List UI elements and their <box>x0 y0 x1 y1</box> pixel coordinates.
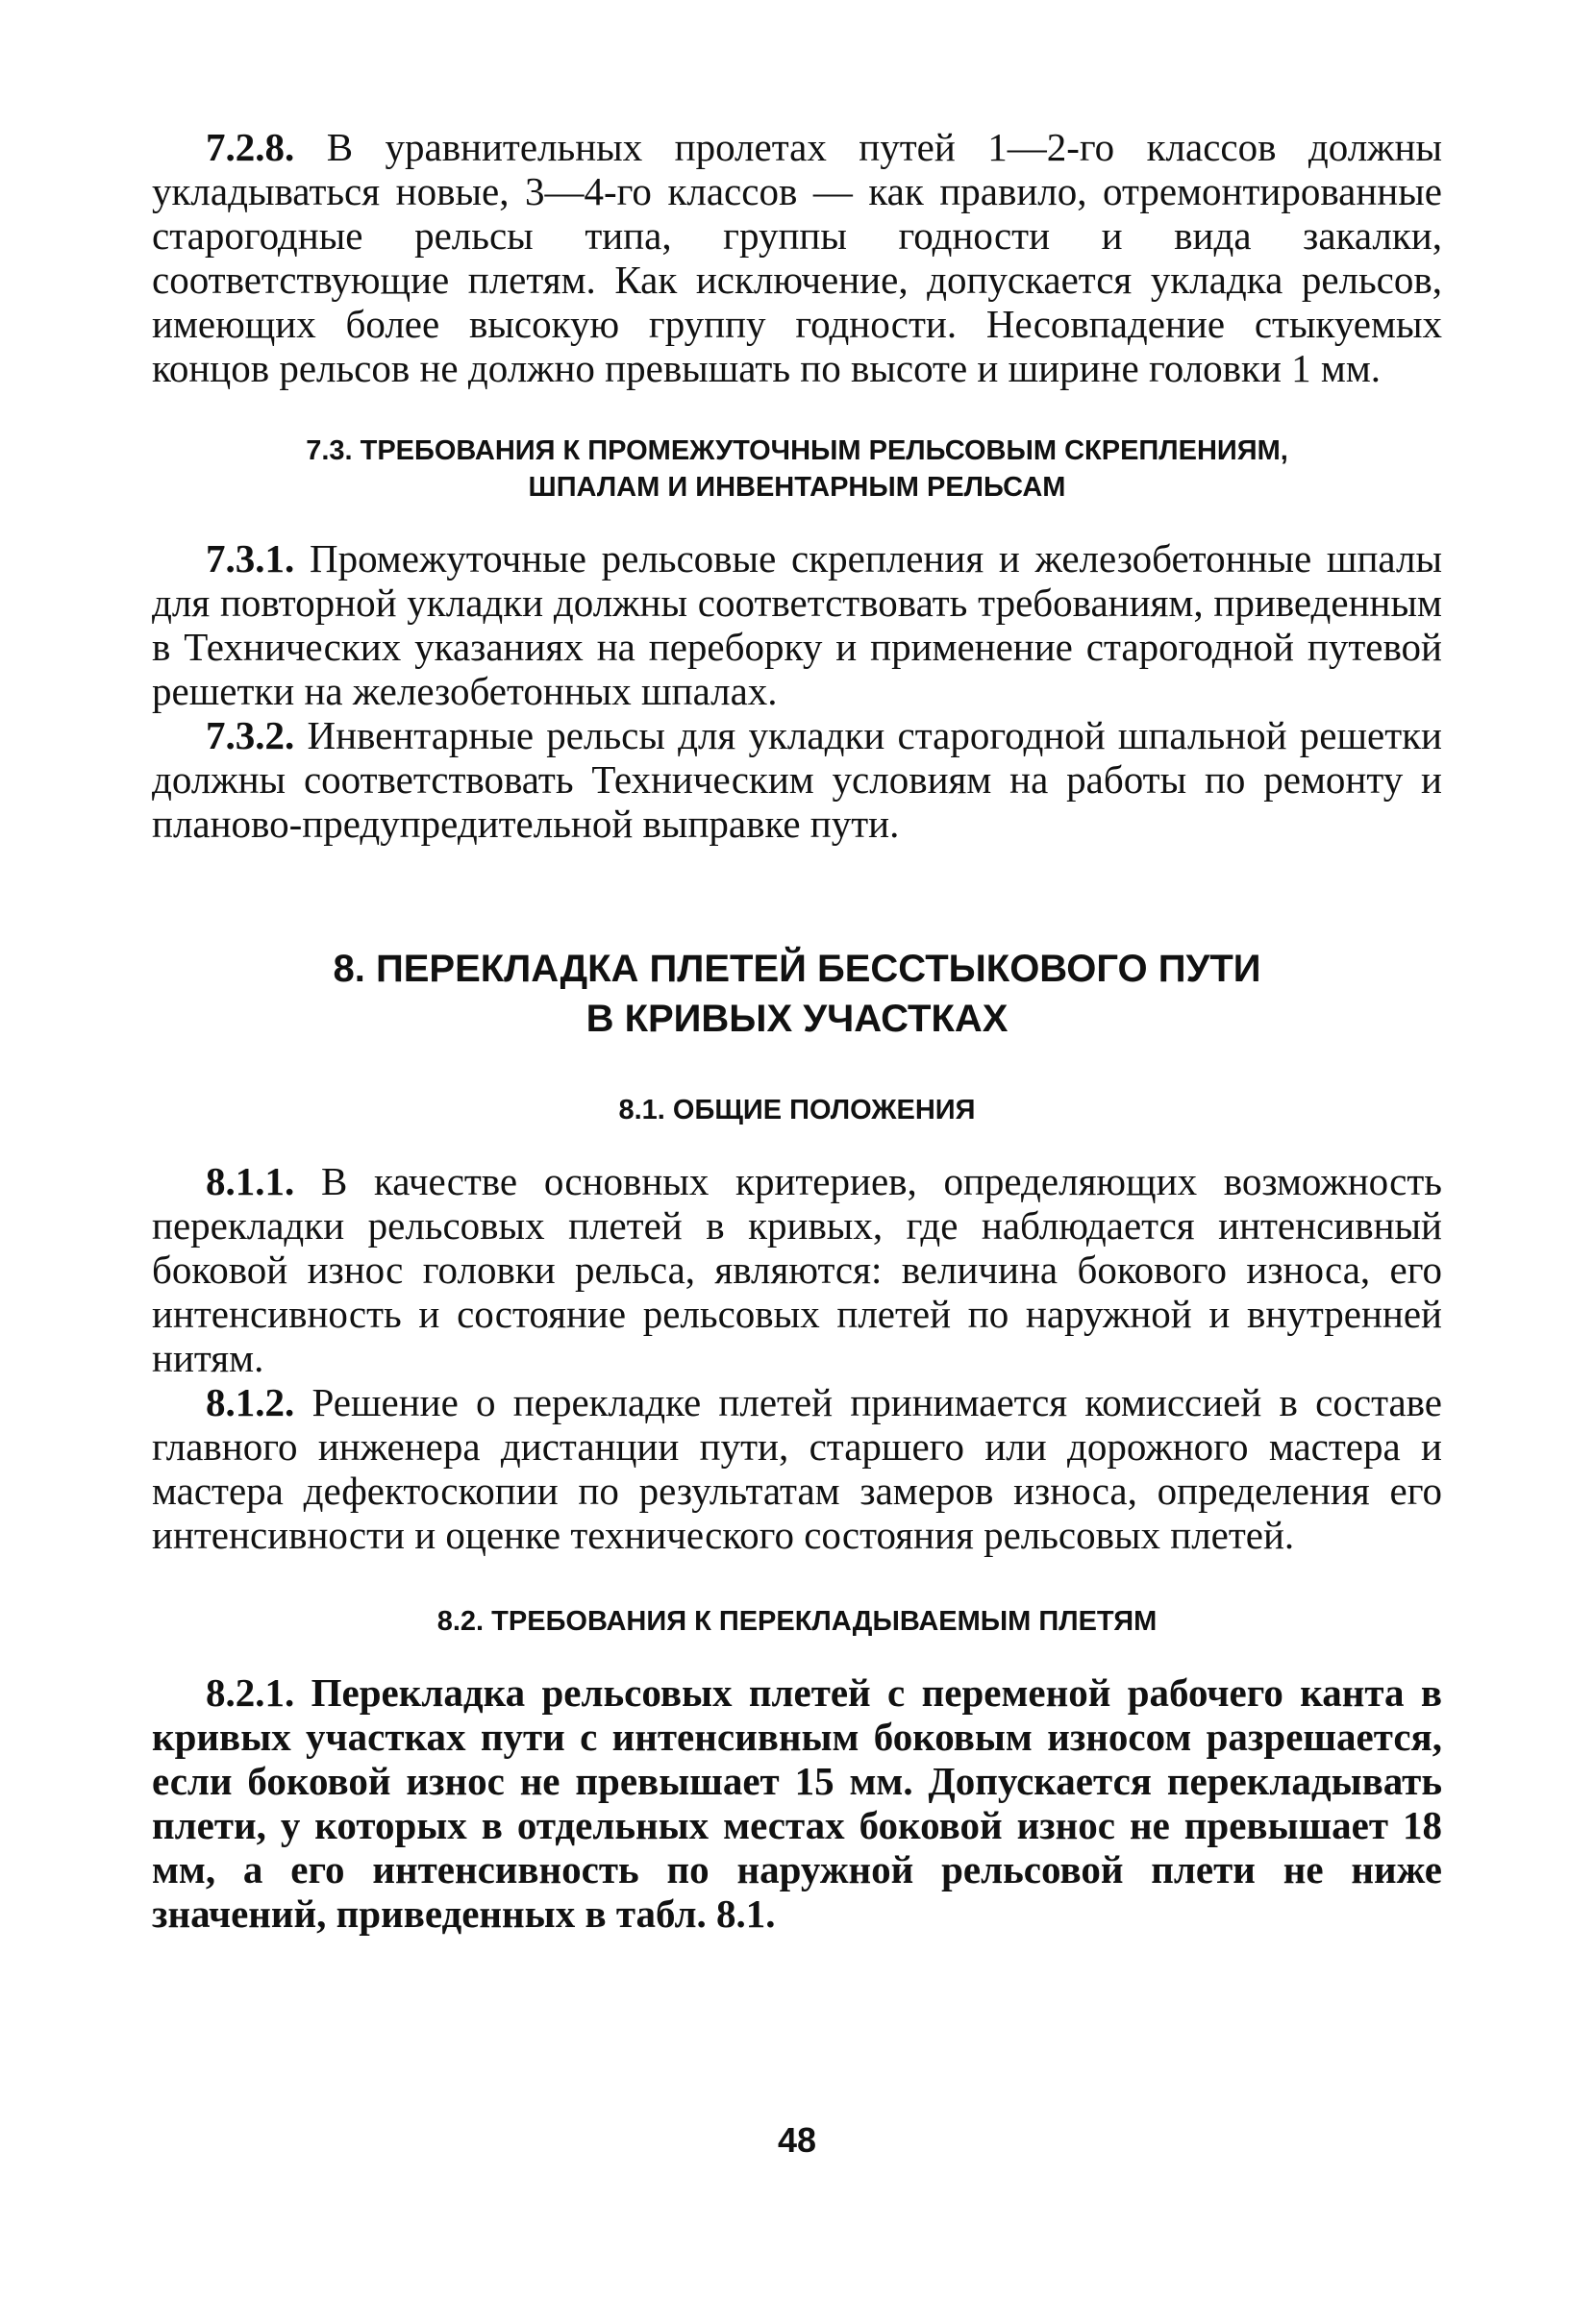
paragraph-number: 7.2.8. <box>206 125 295 169</box>
paragraph-text: Решение о перекладке плетей принимается комиссией в составе главного инженера дистанции пути, старшего или дорожного мастера и мастера дефектоскопии по результатам замеров износа, определения его интенсивности и оценке технического состояния рельсовых плетей. <box>152 1380 1442 1557</box>
paragraph-8-1-1 <box>152 1159 1442 1380</box>
section-heading-8-1 <box>152 1092 1442 1128</box>
heading-line: 8. ПЕРЕКЛАДКА ПЛЕТЕЙ БЕССТЫКОВОГО ПУТИ <box>333 948 1261 990</box>
paragraph-number: 8.2.1. <box>206 1670 295 1715</box>
document-page <box>152 125 1442 1936</box>
page-number: 48 <box>777 2120 817 2160</box>
paragraph-8-1-2 <box>152 1380 1442 1557</box>
section-heading-8-2 <box>152 1603 1442 1640</box>
section-heading-7-3 <box>152 433 1442 506</box>
paragraph-7-3-2 <box>152 713 1442 846</box>
heading-line: 8.2. ТРЕБОВАНИЯ К ПЕРЕКЛАДЫВАЕМЫМ ПЛЕТЯМ <box>436 1606 1158 1637</box>
paragraph-7-2-8 <box>152 125 1442 390</box>
paragraph-number: 8.1.1. <box>206 1159 295 1203</box>
paragraph-text: В уравнительных пролетах путей 1—2-го классов должны укладываться новые, 3—4-го классов — как правило, отремонтированные старогодные рельсы типа, группы годности и вида закалки, соответствующие плетям. Как исключение, допускается укладка рельсов, имеющих более высокую группу годности. Несовпадение стыкуемых концов рельсов не должно превышать по высоте и ширине головки 1 мм. <box>152 125 1442 390</box>
chapter-heading-8 <box>152 944 1442 1044</box>
paragraph-text: Инвентарные рельсы для укладки старогодной шпальной решетки должны соответствовать Техническим условиям на работы по ремонту и планово-предупредительной выправке пути. <box>152 713 1442 846</box>
paragraph-number: 7.3.1. <box>206 536 295 581</box>
paragraph-number: 8.1.2. <box>206 1380 295 1424</box>
paragraph-number: 7.3.2. <box>206 713 295 757</box>
heading-line: 7.3. ТРЕБОВАНИЯ К ПРОМЕЖУТОЧНЫМ РЕЛЬСОВЫМ СКРЕПЛЕНИЯМ, <box>306 435 1288 466</box>
paragraph-8-2-1 <box>152 1670 1442 1936</box>
paragraph-7-3-1 <box>152 536 1442 713</box>
paragraph-text: В качестве основных критериев, определяющих возможность перекладки рельсовых плетей в кривых, где наблюдается интенсивный боковой износ головки рельса, являются: величина бокового износа, его интенсивность и состояние рельсовых плетей по наружной и внутренней нитям. <box>152 1159 1442 1380</box>
paragraph-text: Промежуточные рельсовые скрепления и железобетонные шпалы для повторной укладки должны соответствовать требованиям, приведенным в Технических указаниях на переборку и применение старогодной путевой решетки на железобетонных шпалах. <box>152 536 1442 713</box>
heading-line: В КРИВЫХ УЧАСТКАХ <box>585 998 1009 1040</box>
paragraph-text: Перекладка рельсовых плетей с переменой рабочего канта в кривых участках пути с интенсивным боковым износом разрешается, если боковой износ не превышает 15 мм. Допускается перекладывать плети, у которых в отдельных местах боковой износ не превышает 18 мм, а его интенсивность по наружной рельсовой плети не ниже значений, приведенных в табл. 8.1. <box>152 1670 1442 1936</box>
heading-line: ШПАЛАМ И ИНВЕНТАРНЫМ РЕЛЬСАМ <box>528 472 1066 503</box>
heading-line: 8.1. ОБЩИЕ ПОЛОЖЕНИЯ <box>618 1095 976 1125</box>
